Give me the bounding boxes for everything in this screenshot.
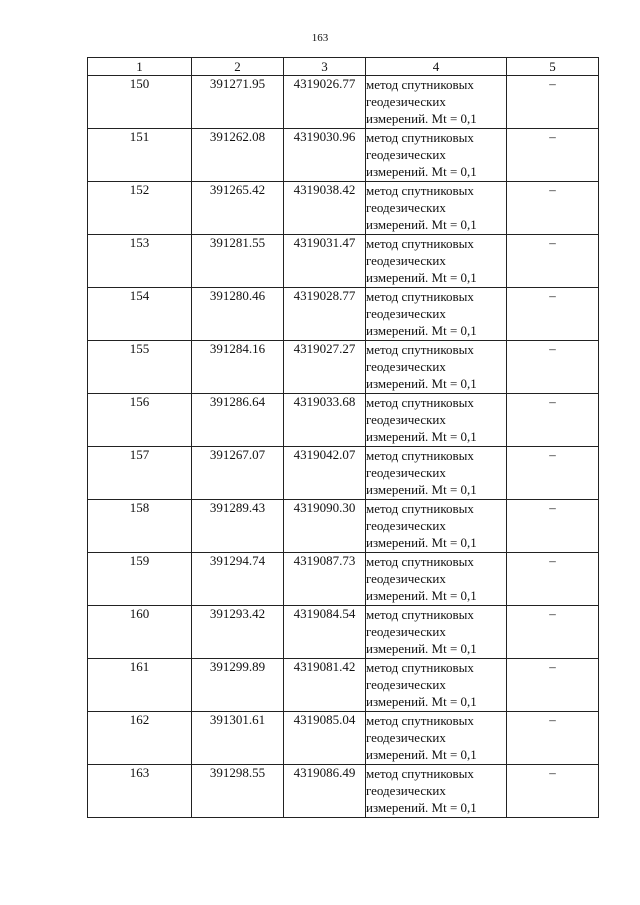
method-line: геодезических <box>366 359 446 374</box>
method-line: измерений. Mt = 0,1 <box>366 217 477 232</box>
x-coordinate-cell: 391284.16 <box>192 341 284 394</box>
method-cell <box>366 129 507 182</box>
point-number-cell: 163 <box>88 765 192 818</box>
point-number-cell: 153 <box>88 235 192 288</box>
x-coordinate-cell: 391301.61 <box>192 712 284 765</box>
method-line: геодезических <box>366 677 446 692</box>
table-row <box>88 341 599 394</box>
method-line: геодезических <box>366 306 446 321</box>
method-cell <box>366 553 507 606</box>
y-coordinate-cell: 4319030.96 <box>284 129 366 182</box>
method-line: метод спутниковых <box>366 395 474 410</box>
method-line: геодезических <box>366 253 446 268</box>
point-number-cell: 156 <box>88 394 192 447</box>
dash-cell: – <box>507 341 599 394</box>
method-line: геодезических <box>366 518 446 533</box>
method-line: метод спутниковых <box>366 236 474 251</box>
method-line: измерений. Mt = 0,1 <box>366 164 477 179</box>
x-coordinate-cell: 391286.64 <box>192 394 284 447</box>
method-line: измерений. Mt = 0,1 <box>366 747 477 762</box>
point-number-cell: 154 <box>88 288 192 341</box>
method-line: измерений. Mt = 0,1 <box>366 641 477 656</box>
page-number: 163 <box>311 32 329 44</box>
method-line: геодезических <box>366 783 446 798</box>
coordinates-table <box>87 57 599 818</box>
x-coordinate-cell: 391289.43 <box>192 500 284 553</box>
dash-cell: – <box>507 394 599 447</box>
x-coordinate-cell: 391265.42 <box>192 182 284 235</box>
y-coordinate-cell: 4319087.73 <box>284 553 366 606</box>
method-line: измерений. Mt = 0,1 <box>366 111 477 126</box>
dash-cell: – <box>507 182 599 235</box>
y-coordinate-cell: 4319033.68 <box>284 394 366 447</box>
method-line: измерений. Mt = 0,1 <box>366 270 477 285</box>
y-coordinate-cell: 4319031.47 <box>284 235 366 288</box>
y-coordinate-cell: 4319081.42 <box>284 659 366 712</box>
table-header-row <box>88 58 599 76</box>
header-col-5: 5 <box>507 58 599 76</box>
point-number-cell: 159 <box>88 553 192 606</box>
y-coordinate-cell: 4319026.77 <box>284 76 366 129</box>
method-line: метод спутниковых <box>366 607 474 622</box>
method-line: метод спутниковых <box>366 77 474 92</box>
method-cell <box>366 659 507 712</box>
point-number-cell: 160 <box>88 606 192 659</box>
table-row <box>88 129 599 182</box>
table-row <box>88 288 599 341</box>
point-number-cell: 150 <box>88 76 192 129</box>
table-row <box>88 182 599 235</box>
method-line: метод спутниковых <box>366 183 474 198</box>
method-cell <box>366 182 507 235</box>
header-col-1: 1 <box>88 58 192 76</box>
header-col-4: 4 <box>366 58 507 76</box>
dash-cell: – <box>507 606 599 659</box>
table-row <box>88 76 599 129</box>
method-line: измерений. Mt = 0,1 <box>366 800 477 815</box>
table-row <box>88 606 599 659</box>
y-coordinate-cell: 4319084.54 <box>284 606 366 659</box>
method-line: геодезических <box>366 465 446 480</box>
method-cell <box>366 447 507 500</box>
method-line: измерений. Mt = 0,1 <box>366 588 477 603</box>
method-cell <box>366 500 507 553</box>
point-number-cell: 152 <box>88 182 192 235</box>
y-coordinate-cell: 4319085.04 <box>284 712 366 765</box>
dash-cell: – <box>507 235 599 288</box>
point-number-cell: 151 <box>88 129 192 182</box>
method-line: метод спутниковых <box>366 660 474 675</box>
method-line: измерений. Mt = 0,1 <box>366 482 477 497</box>
method-line: геодезических <box>366 147 446 162</box>
y-coordinate-cell: 4319042.07 <box>284 447 366 500</box>
point-number-cell: 162 <box>88 712 192 765</box>
dash-cell: – <box>507 659 599 712</box>
table-row <box>88 765 599 818</box>
x-coordinate-cell: 391262.08 <box>192 129 284 182</box>
method-cell <box>366 712 507 765</box>
x-coordinate-cell: 391280.46 <box>192 288 284 341</box>
dash-cell: – <box>507 76 599 129</box>
method-line: геодезических <box>366 730 446 745</box>
table-row <box>88 659 599 712</box>
method-line: геодезических <box>366 412 446 427</box>
dash-cell: – <box>507 712 599 765</box>
method-cell <box>366 341 507 394</box>
method-line: метод спутниковых <box>366 713 474 728</box>
dash-cell: – <box>507 500 599 553</box>
dash-cell: – <box>507 765 599 818</box>
y-coordinate-cell: 4319028.77 <box>284 288 366 341</box>
y-coordinate-cell: 4319027.27 <box>284 341 366 394</box>
header-col-3: 3 <box>284 58 366 76</box>
method-line: измерений. Mt = 0,1 <box>366 535 477 550</box>
method-line: измерений. Mt = 0,1 <box>366 376 477 391</box>
point-number-cell: 155 <box>88 341 192 394</box>
x-coordinate-cell: 391267.07 <box>192 447 284 500</box>
x-coordinate-cell: 391271.95 <box>192 76 284 129</box>
y-coordinate-cell: 4319038.42 <box>284 182 366 235</box>
method-cell <box>366 288 507 341</box>
table-row <box>88 394 599 447</box>
table-row <box>88 447 599 500</box>
method-line: геодезических <box>366 94 446 109</box>
dash-cell: – <box>507 129 599 182</box>
header-col-2: 2 <box>192 58 284 76</box>
dash-cell: – <box>507 288 599 341</box>
table-row <box>88 500 599 553</box>
method-line: метод спутниковых <box>366 342 474 357</box>
x-coordinate-cell: 391299.89 <box>192 659 284 712</box>
point-number-cell: 157 <box>88 447 192 500</box>
y-coordinate-cell: 4319090.30 <box>284 500 366 553</box>
method-cell <box>366 765 507 818</box>
method-line: измерений. Mt = 0,1 <box>366 429 477 444</box>
method-line: метод спутниковых <box>366 766 474 781</box>
table-row <box>88 712 599 765</box>
table-row <box>88 235 599 288</box>
method-line: геодезических <box>366 200 446 215</box>
table-row <box>88 553 599 606</box>
point-number-cell: 161 <box>88 659 192 712</box>
x-coordinate-cell: 391281.55 <box>192 235 284 288</box>
method-line: измерений. Mt = 0,1 <box>366 323 477 338</box>
method-line: геодезических <box>366 571 446 586</box>
method-line: геодезических <box>366 624 446 639</box>
x-coordinate-cell: 391298.55 <box>192 765 284 818</box>
method-cell <box>366 606 507 659</box>
dash-cell: – <box>507 553 599 606</box>
table-body <box>88 76 599 818</box>
x-coordinate-cell: 391294.74 <box>192 553 284 606</box>
y-coordinate-cell: 4319086.49 <box>284 765 366 818</box>
x-coordinate-cell: 391293.42 <box>192 606 284 659</box>
method-line: метод спутниковых <box>366 554 474 569</box>
method-line: метод спутниковых <box>366 289 474 304</box>
method-line: метод спутниковых <box>366 130 474 145</box>
point-number-cell: 158 <box>88 500 192 553</box>
method-line: метод спутниковых <box>366 501 474 516</box>
method-cell <box>366 394 507 447</box>
dash-cell: – <box>507 447 599 500</box>
method-line: измерений. Mt = 0,1 <box>366 694 477 709</box>
method-cell <box>366 76 507 129</box>
method-line: метод спутниковых <box>366 448 474 463</box>
method-cell <box>366 235 507 288</box>
